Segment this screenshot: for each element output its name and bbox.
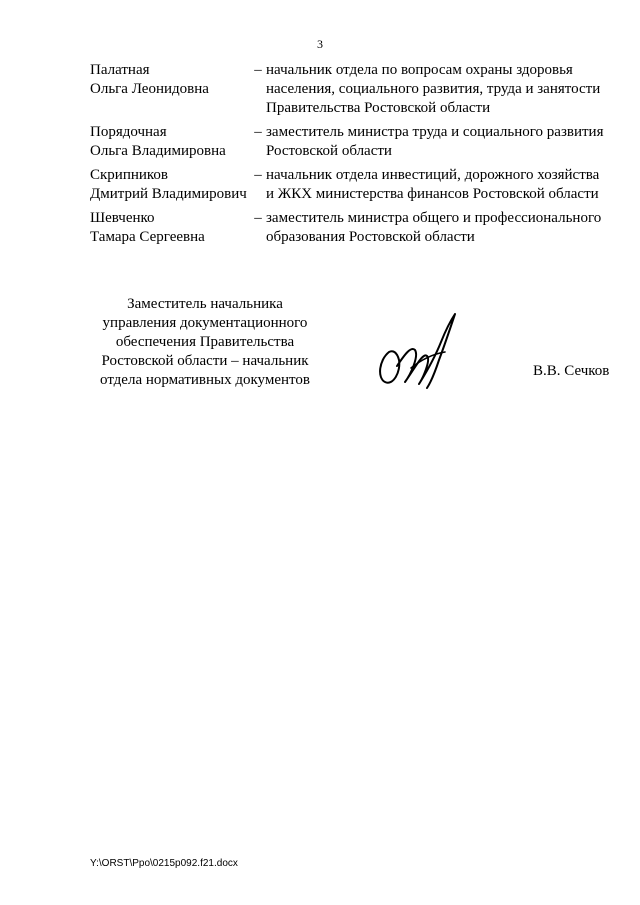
signatory-title-line: отдела нормативных документов — [100, 372, 310, 388]
member-position — [266, 61, 610, 118]
member-position — [266, 209, 610, 247]
member-position-line: заместитель министра труда и социального развития — [266, 124, 604, 140]
member-position — [266, 123, 610, 161]
file-path: Y:\ORST\Ppo\0215p092.f21.docx — [90, 858, 238, 869]
members-list — [90, 61, 610, 252]
member-given-names: Тамара Сергеевна — [90, 229, 205, 245]
signatory-title-line: Ростовской области – начальник — [101, 353, 309, 369]
member-row — [90, 123, 610, 161]
member-row — [90, 209, 610, 247]
member-name — [90, 209, 250, 247]
member-dash: – — [254, 62, 262, 78]
member-name — [90, 123, 250, 161]
member-position-line: заместитель министра общего и профессионального — [266, 210, 602, 226]
signatory-title-line: управления документационного — [102, 315, 308, 331]
member-position-line: Ростовской области — [266, 143, 392, 159]
signatory-title-line: обеспечения Правительства — [115, 334, 295, 350]
handwritten-signature — [375, 308, 465, 390]
member-position-line: образования Ростовской области — [266, 229, 475, 245]
member-name — [90, 61, 250, 118]
member-row — [90, 166, 610, 204]
member-position — [266, 166, 610, 204]
member-dash: – — [254, 210, 262, 226]
member-name — [90, 166, 250, 204]
member-position-line: начальник отдела инвестиций, дорожного хозяйства — [266, 167, 600, 183]
signer-name: В.В. Сечков — [533, 363, 610, 379]
signatory-title — [90, 295, 320, 390]
member-position-line: Правительства Ростовской области — [266, 100, 491, 116]
member-surname: Порядочная — [90, 124, 167, 140]
member-surname: Палатная — [90, 62, 150, 78]
page-number: 3 — [317, 37, 323, 51]
signatory-title-line: Заместитель начальника — [127, 296, 283, 312]
member-row — [90, 61, 610, 118]
member-surname: Шевченко — [90, 210, 155, 226]
member-position-line: и ЖКХ министерства финансов Ростовской области — [266, 186, 599, 202]
member-position-line: начальник отдела по вопросам охраны здоровья — [266, 62, 573, 78]
member-dash: – — [254, 124, 262, 140]
member-dash: – — [254, 167, 262, 183]
member-given-names: Ольга Владимировна — [90, 143, 226, 159]
member-surname: Скрипников — [90, 167, 169, 183]
member-position-line: населения, социального развития, труда и занятости — [266, 81, 601, 97]
member-given-names: Ольга Леонидовна — [90, 81, 209, 97]
member-given-names: Дмитрий Владимирович — [90, 186, 247, 202]
